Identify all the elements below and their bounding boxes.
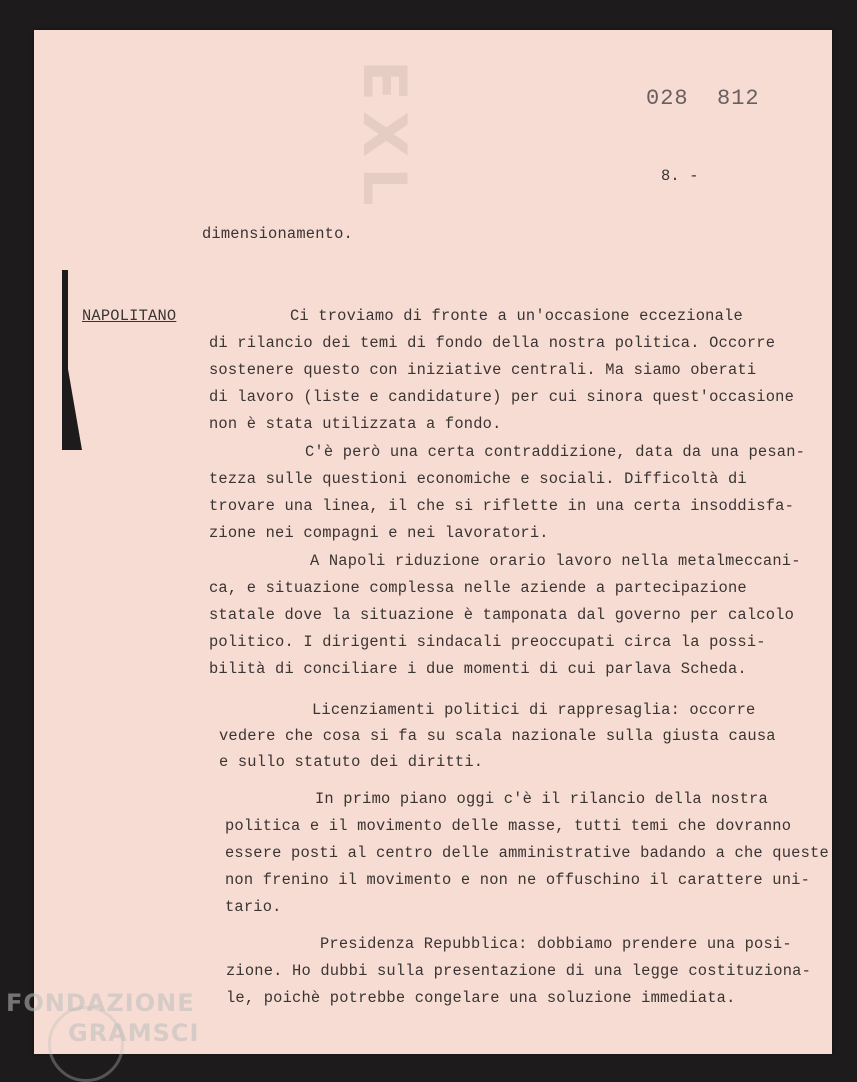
- text-line: Licenziamenti politici di rappresaglia: occorre: [312, 701, 756, 719]
- text-line: di lavoro (liste e candidature) per cui sinora quest'occasione: [209, 388, 795, 406]
- page-notch: [62, 270, 82, 450]
- text-line: Ci troviamo di fronte a un'occasione eccezionale: [290, 307, 743, 325]
- text-line: statale dove la situazione è tamponata dal governo per calcolo: [209, 606, 795, 624]
- fondazione-gramsci-logo: [6, 988, 199, 1048]
- text-line: bilità di conciliare i due momenti di cui parlava Scheda.: [209, 660, 747, 678]
- text-line: politica e il movimento delle masse, tutti temi che dovranno: [225, 817, 792, 835]
- text-line: non frenino il movimento e non ne offuschino il carattere uni-: [225, 871, 811, 889]
- text-line: di rilancio dei temi di fondo della nostra politica. Occorre: [209, 334, 776, 352]
- text-line: e sullo statuto dei diritti.: [219, 753, 484, 771]
- text-line: Presidenza Repubblica: dobbiamo prendere una posi-: [320, 935, 792, 953]
- text-line: In primo piano oggi c'è il rilancio della nostra: [315, 790, 768, 808]
- logo-line-2: GRAMSCI: [68, 1019, 200, 1047]
- text-line: C'è però una certa contraddizione, data da una pesan-: [305, 443, 806, 461]
- text-line: essere posti al centro delle amministrative badando a che queste: [225, 844, 829, 862]
- text-line: zione nei compagni e nei lavoratori.: [209, 524, 549, 542]
- text-line: A Napoli riduzione orario lavoro nella metalmeccani-: [310, 552, 801, 570]
- page-number: 8. -: [661, 167, 699, 185]
- logo-line-1: FONDAZIONE: [6, 989, 195, 1017]
- text-line: trovare una linea, il che si riflette in una certa insoddisfa-: [209, 497, 795, 515]
- text-line: politico. I dirigenti sindacali preoccupati circa la possi-: [209, 633, 766, 651]
- text-line: tezza sulle questioni economiche e sociali. Difficoltà di: [209, 470, 747, 488]
- text-line: le, poichè potrebbe congelare una soluzione immediata.: [226, 989, 736, 1007]
- logo-circle-icon: [48, 1006, 124, 1082]
- continuation-word: dimensionamento.: [202, 225, 353, 243]
- text-line: tario.: [225, 898, 282, 916]
- watermark: EXL: [349, 60, 419, 216]
- doc-number: 028 812: [646, 86, 760, 111]
- speaker-name: NAPOLITANO: [82, 307, 177, 325]
- text-line: non è stata utilizzata a fondo.: [209, 415, 502, 433]
- text-line: zione. Ho dubbi sulla presentazione di una legge costituziona-: [226, 962, 812, 980]
- text-line: sostenere questo con iniziative centrali. Ma siamo oberati: [209, 361, 757, 379]
- document-page: [34, 30, 832, 1054]
- text-line: vedere che cosa si fa su scala nazionale sulla giusta causa: [219, 727, 776, 745]
- text-line: ca, e situazione complessa nelle aziende a partecipazione: [209, 579, 747, 597]
